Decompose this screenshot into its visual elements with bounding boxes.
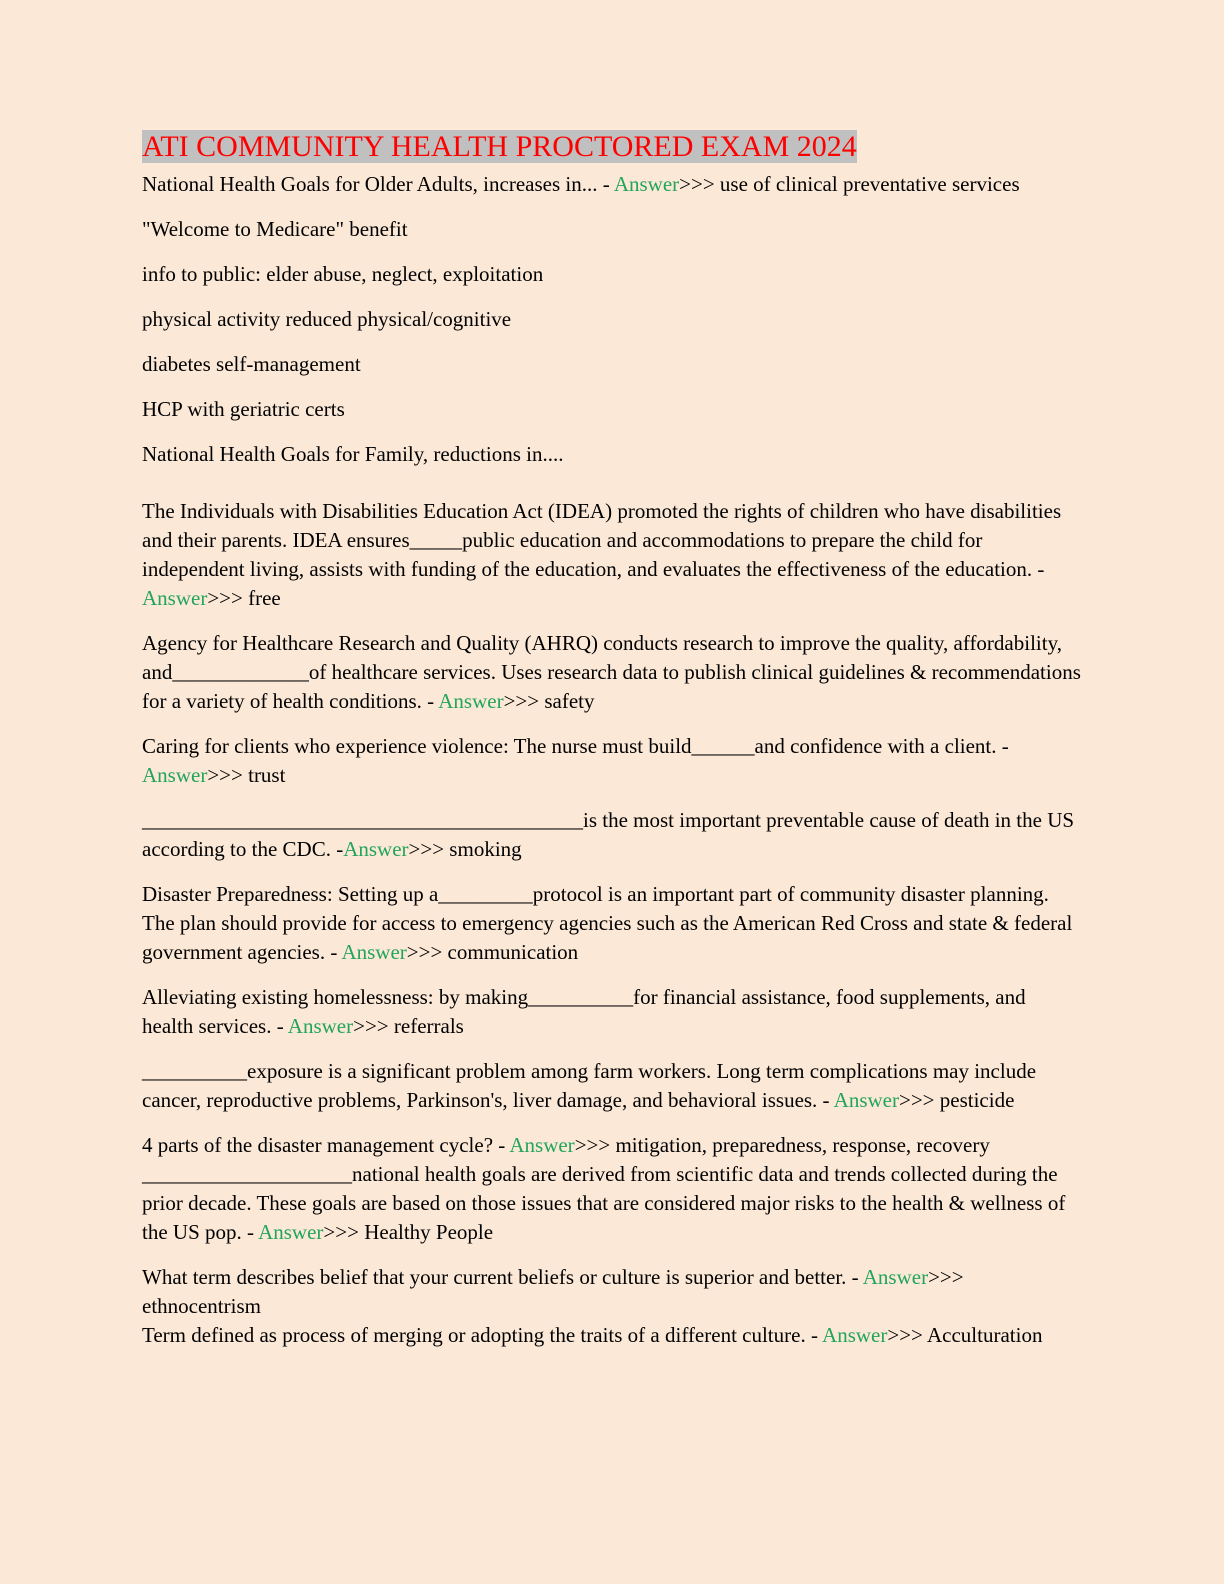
document-body — [142, 170, 1082, 1350]
paragraph — [142, 1321, 1082, 1350]
document-title — [142, 128, 1082, 165]
paragraph — [142, 497, 1082, 613]
paragraph — [142, 215, 1082, 244]
text-segment: National Health Goals for Family, reductions in.... — [142, 442, 564, 466]
text-segment: Alleviating existing homelessness: by making__________for financial assistance, food supplements, and health services. - — [142, 985, 1026, 1038]
text-segment: Disaster Preparedness: Setting up a_________protocol is an important part of community disaster planning. The plan should provide for access to emergency agencies such as the American Red Cross and state & federal government agencies. - — [142, 882, 1073, 964]
answer-label: Answer — [142, 763, 208, 787]
text-segment: __________________________________________is the most important preventable cause of death in the US according to the CDC. - — [142, 808, 1075, 861]
text-segment: >>> communication — [406, 940, 579, 964]
text-segment: 4 parts of the disaster management cycle? - — [142, 1133, 510, 1157]
text-segment: info to public: elder abuse, neglect, exploitation — [142, 262, 544, 286]
paragraph — [142, 395, 1082, 424]
paragraph — [142, 305, 1082, 334]
text-segment: __________exposure is a significant problem among farm workers. Long term complications may include cancer, reproductive problems, Parkinson's, liver damage, and behavioral issues. - — [142, 1059, 1037, 1112]
answer-label: Answer — [862, 1265, 929, 1289]
answer-label: Answer — [833, 1088, 899, 1112]
paragraph — [142, 440, 1082, 469]
text-segment: >>> trust — [207, 763, 286, 787]
answer-label: Answer — [822, 1323, 888, 1347]
text-segment: >>> use of clinical preventative services — [679, 172, 1020, 196]
answer-label: Answer — [438, 689, 504, 713]
paragraph — [142, 880, 1082, 967]
paragraph — [142, 260, 1082, 289]
answer-label: Answer — [258, 1220, 324, 1244]
text-segment: >>> pesticide — [898, 1088, 1015, 1112]
paragraph — [142, 806, 1082, 864]
text-segment: diabetes self-management — [142, 352, 361, 376]
paragraph — [142, 732, 1082, 790]
text-segment: >>> referrals — [353, 1014, 464, 1038]
paragraph — [142, 350, 1082, 379]
answer-label: Answer — [341, 940, 407, 964]
text-segment: >>> ethnocentrism — [142, 1265, 964, 1318]
text-segment: >>> mitigation, preparedness, response, recovery — [574, 1133, 990, 1157]
answer-label: Answer — [613, 172, 680, 196]
text-segment: Agency for Healthcare Research and Quality (AHRQ) conducts research to improve the quality, affordability, and_____________of healthcare services. Uses research data to publish clinical guidelines & recommendations for a variety of health conditions. - — [142, 631, 1081, 713]
text-segment: "Welcome to Medicare" benefit — [142, 217, 408, 241]
paragraph — [142, 1263, 1082, 1321]
text-segment: physical activity reduced physical/cognitive — [142, 307, 512, 331]
text-segment: Term defined as process of merging or adopting the traits of a different culture. - — [142, 1323, 823, 1347]
text-segment: HCP with geriatric certs — [142, 397, 345, 421]
answer-label: Answer — [509, 1133, 575, 1157]
paragraph — [142, 1131, 1082, 1160]
text-segment: >>> Acculturation — [887, 1323, 1043, 1347]
answer-label: Answer — [343, 837, 409, 861]
paragraph — [142, 983, 1082, 1041]
paragraph — [142, 170, 1082, 199]
text-segment: The Individuals with Disabilities Education Act (IDEA) promoted the rights of children who have disabilities and their parents. IDEA ensures_____public education and accommodations to prepare the child for independent living, assists with funding of the education, and evaluates the effectiveness of the education. - — [142, 499, 1062, 581]
text-segment: What term describes belief that your current beliefs or culture is superior and better. - — [142, 1265, 863, 1289]
paragraph — [142, 1057, 1082, 1115]
answer-label: Answer — [287, 1014, 354, 1038]
document-title-highlight: ATI COMMUNITY HEALTH PROCTORED EXAM 2024 — [142, 130, 857, 163]
text-segment: Caring for clients who experience violence: The nurse must build______and confidence with a client. - — [142, 734, 1009, 758]
text-segment: ____________________national health goals are derived from scientific data and trends collected during the prior decade. These goals are based on those issues that are considered major risks to the health & wellness of the US pop. - — [142, 1162, 1066, 1244]
paragraph — [142, 629, 1082, 716]
text-segment: National Health Goals for Older Adults, increases in... - — [142, 172, 614, 196]
paragraph — [142, 1160, 1082, 1247]
text-segment: >>> free — [207, 586, 281, 610]
answer-label: Answer — [142, 586, 208, 610]
text-segment: >>> Healthy People — [323, 1220, 494, 1244]
text-segment: >>> smoking — [408, 837, 522, 861]
text-segment: >>> safety — [503, 689, 595, 713]
